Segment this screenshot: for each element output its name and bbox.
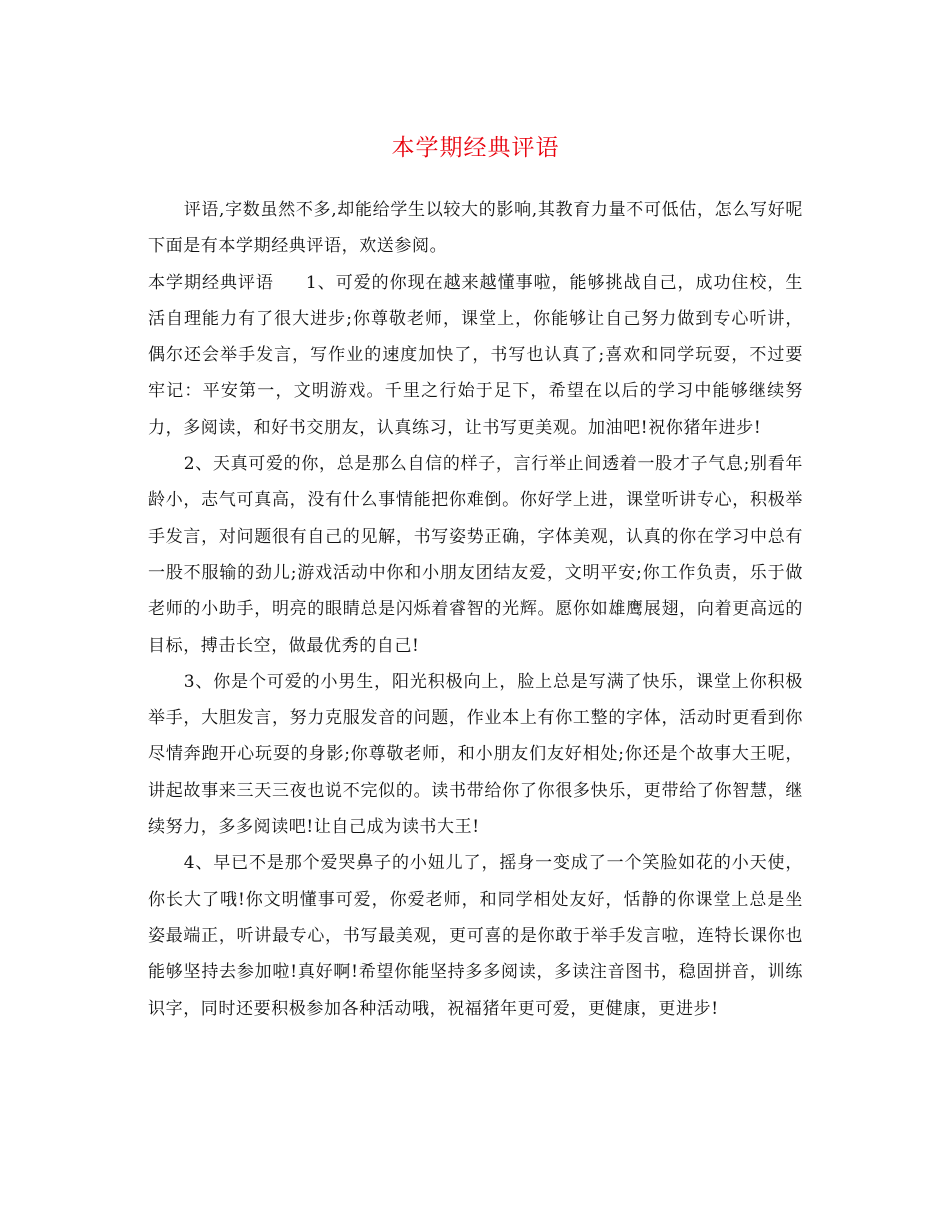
comment-paragraph-3: 3、你是个可爱的小男生，阳光积极向上，脸上总是写满了快乐，课堂上你积极举手，大胆发言，努力克服发音的问题，作业本上有你工整的字体，活动时更看到你尽情奔跑开心玩耍的身影;你尊敬老师，和小朋友们友好相处;你还是个故事大王呢，讲起故事来三天三夜也说不完似的。读书带给你了你很多快乐，更带给了你智慧，继续努力，多多阅读吧!让自己成为读书大王! [148, 671, 803, 838]
document-page [148, 0, 803, 1027]
comment-paragraph-2: 2、天真可爱的你，总是那么自信的样子，言行举止间透着一股才子气息;别看年龄小，志气可真高，没有什么事情能把你难倒。你好学上进，课堂听讲专心，积极举手发言，对问题很有自己的见解，书写姿势正确，字体美观，认真的你在学习中总有一股不服输的劲儿;游戏活动中你和小朋友团结友爱，文明平安;你工作负责，乐于做老师的小助手，明亮的眼睛总是闪烁着睿智的光辉。愿你如雄鹰展翅，向着更高远的目标，搏击长空，做最优秀的自己! [148, 454, 803, 656]
section-label: 本学期经典评语 [148, 272, 274, 293]
intro-paragraph: 评语,字数虽然不多,却能给学生以较大的影响,其教育力量不可低估，怎么写好呢下面是有本学期经典评语，欢送参阅。 [148, 200, 803, 257]
comment-paragraph-1 [148, 265, 803, 446]
comment-paragraph-4: 4、早已不是那个爱哭鼻子的小妞儿了，摇身一变成了一个笑脸如花的小天使，你长大了哦!你文明懂事可爱，你爱老师，和同学相处友好，恬静的你课堂上总是坐姿最端正，听讲最专心，书写最美观，更可喜的是你敢于举手发言啦，连特长课你也能够坚持去参加啦!真好啊!希望你能坚持多多阅读，多读注音图书，稳固拼音，训练识字，同时还要积极参加各种活动哦，祝福猪年更可爱，更健康，更进步! [148, 853, 803, 1019]
document-title: 本学期经典评语 [391, 135, 560, 161]
comment-text-1: 1、可爱的你现在越来越懂事啦，能够挑战自己，成功住校，生活自理能力有了很大进步;你尊敬老师，课堂上，你能够让自己努力做到专心听讲，偶尔还会举手发言，写作业的速度加快了，书写也认真了;喜欢和同学玩耍，不过要牢记：平安第一，文明游戏。千里之行始于足下，希望在以后的学习中能够继续努力，多阅读，和好书交朋友，认真练习，让书写更美观。加油吧!祝你猪年进步! [148, 272, 803, 438]
document-body [148, 192, 803, 1027]
